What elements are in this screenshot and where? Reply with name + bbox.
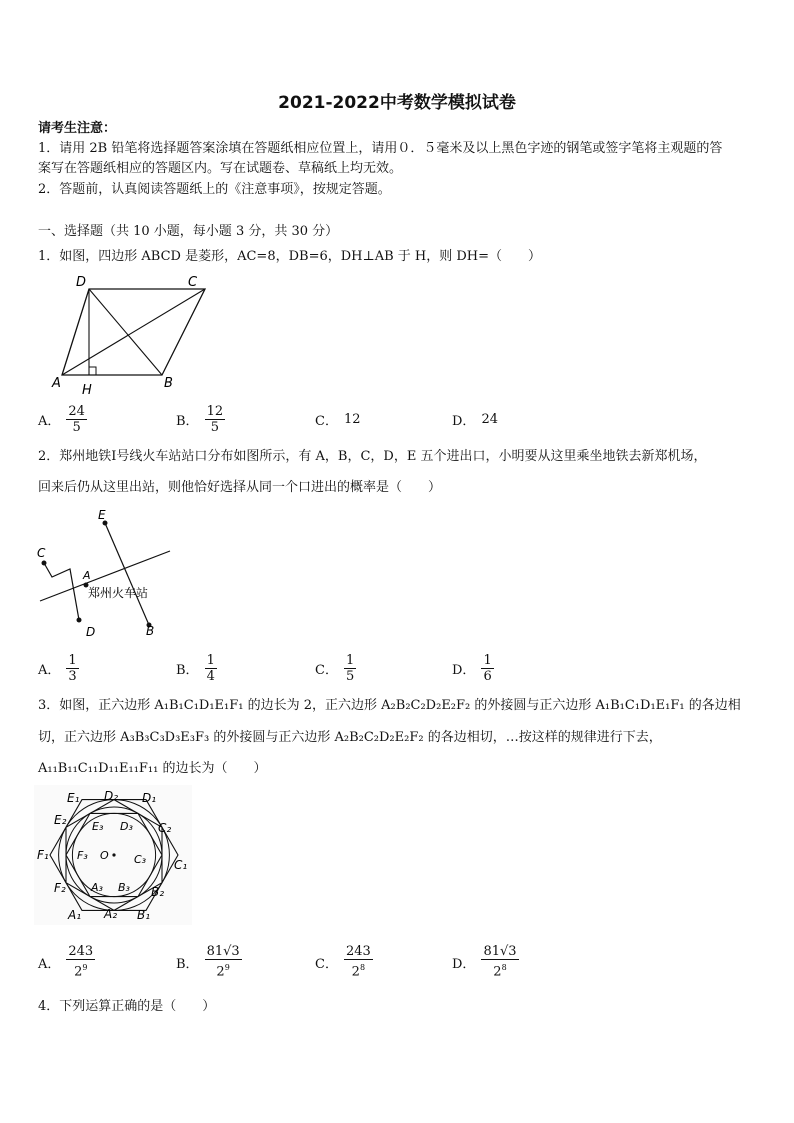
denominator: 3 <box>68 668 77 684</box>
label-f3: F₃ <box>77 849 88 862</box>
q3-option-c[interactable] <box>315 942 373 982</box>
denominator <box>66 960 95 979</box>
notice-line-1: 1．请用 2B 铅笔将选择题答案涂填在答题纸相应位置上，请用０．５毫米及以上黑色字迹的钢笔或签字笔将主观题的答 <box>38 141 723 156</box>
denominator-exponent: 9 <box>82 963 88 973</box>
label-a1: A₁ <box>68 908 82 922</box>
fraction <box>344 653 356 684</box>
q3-stem-line-1: 3．如图，正六边形 A₁B₁C₁D₁E₁F₁ 的边长为 2，正六边形 A₂B₂C₂D₂E₂F₂ 的外接圆与正六边形 A₁B₁C₁D₁E₁F₁ 的各边相 <box>38 698 741 713</box>
denominator: 6 <box>483 668 492 684</box>
point-c <box>42 561 47 566</box>
option-tag: A． <box>38 956 61 972</box>
q1-option-d[interactable] <box>452 399 498 439</box>
q1-option-c[interactable] <box>315 399 361 439</box>
denominator <box>205 960 242 979</box>
numerator: 1 <box>483 652 492 668</box>
fraction <box>66 404 87 435</box>
fraction <box>481 653 493 684</box>
station-label: 郑州火车站 <box>88 586 149 600</box>
notice-heading: 请考生注意： <box>38 121 117 136</box>
label-d: D <box>76 275 87 290</box>
option-value: 12 <box>343 411 361 427</box>
q4-stem: 4．下列运算正确的是（ ） <box>38 999 216 1014</box>
numerator: 1 <box>68 652 77 668</box>
label-c1: C₁ <box>174 858 188 872</box>
notice-line-2: 案写在答题纸相应的答题区内。写在试题卷、草稿纸上均无效。 <box>38 161 403 176</box>
label-a3: A₃ <box>91 881 103 894</box>
denominator: 5 <box>345 668 355 684</box>
fraction <box>205 944 242 979</box>
q1-rhombus-figure <box>40 272 210 398</box>
denominator-exponent: 9 <box>224 963 230 973</box>
q3-option-d[interactable] <box>452 942 519 982</box>
label-a: A <box>83 569 91 582</box>
fraction <box>481 944 518 979</box>
q1-option-b[interactable] <box>176 399 225 439</box>
denominator-base: 2 <box>216 964 225 980</box>
diagonal-bd <box>89 289 162 375</box>
fraction <box>205 404 226 435</box>
label-c2: C₂ <box>158 821 172 835</box>
fraction <box>205 653 217 684</box>
label-f1: F₁ <box>37 848 49 862</box>
fraction <box>344 944 373 979</box>
label-c3: C₃ <box>134 853 147 866</box>
label-h: H <box>82 383 92 398</box>
numerator: 12 <box>206 403 224 419</box>
numerator: 1 <box>345 652 355 668</box>
q1-options <box>38 399 758 439</box>
label-c: C <box>188 275 198 290</box>
point-d <box>77 618 82 623</box>
label-d3: D₃ <box>120 820 133 833</box>
option-tag: C． <box>315 662 338 678</box>
option-tag: A． <box>38 662 61 678</box>
denominator <box>344 960 373 979</box>
q1-stem: 1．如图，四边形 ABCD 是菱形，AC=8，DB=6，DH⊥AB 于 H，则 DH=（ ） <box>38 249 542 264</box>
option-tag: C． <box>315 956 338 972</box>
option-tag: D． <box>452 413 476 429</box>
q3-hexagon-figure <box>34 785 192 925</box>
option-tag: B． <box>176 662 199 678</box>
label-b3: B₃ <box>118 881 130 894</box>
label-e2: E₂ <box>54 813 67 827</box>
option-tag: B． <box>176 413 199 429</box>
q2-options <box>38 648 758 688</box>
q3-stem-line-2: 切，正六边形 A₃B₃C₃D₃E₃F₃ 的外接圆与正六边形 A₂B₂C₂D₂E₂F₂ 的各边相切，…按这样的规律进行下去， <box>38 730 662 745</box>
q2-option-b[interactable] <box>176 648 217 688</box>
q3-option-a[interactable] <box>38 942 95 982</box>
q2-option-d[interactable] <box>452 648 494 688</box>
denominator-exponent: 8 <box>359 963 366 973</box>
option-tag: B． <box>176 956 199 972</box>
label-a2: A₂ <box>104 907 118 921</box>
label-b1: B₁ <box>137 908 151 922</box>
label-a: A <box>52 376 61 391</box>
q3-option-b[interactable] <box>176 942 242 982</box>
label-o: O <box>100 849 109 862</box>
denominator-base: 2 <box>493 964 502 980</box>
numerator: 1 <box>206 652 215 668</box>
label-b: B <box>146 624 155 638</box>
option-tag: C． <box>315 413 338 429</box>
q2-stem-line-1: 2．郑州地铁Ⅰ号线火车站站口分布如图所示，有 A，B，C，D，E 五个进出口，小明要从这里乘坐地铁去新郑机场， <box>38 449 707 464</box>
q1-option-a[interactable] <box>38 399 87 439</box>
denominator-base: 2 <box>74 964 83 980</box>
fraction <box>66 944 95 979</box>
page-title: 2021-2022中考数学模拟试卷 <box>278 93 516 113</box>
q2-option-c[interactable] <box>315 648 356 688</box>
label-b: B <box>164 376 173 391</box>
q3-options <box>38 942 758 982</box>
numerator: 243 <box>68 944 94 960</box>
center-point <box>112 853 115 856</box>
q2-option-a[interactable] <box>38 648 79 688</box>
q2-stem-line-2: 回来后仍从这里出站，则他恰好选择从同一个口进出的概率是（ ） <box>38 480 442 495</box>
denominator <box>481 960 518 979</box>
denominator: 5 <box>72 419 81 435</box>
q2-station-figure <box>34 505 176 640</box>
label-e: E <box>98 508 106 522</box>
denominator-base: 2 <box>351 964 360 980</box>
option-tag: D． <box>452 662 476 678</box>
label-c: C <box>37 546 46 560</box>
numerator: 24 <box>68 403 85 419</box>
right-angle-mark <box>89 367 96 375</box>
label-e1: E₁ <box>67 791 80 805</box>
label-d: D <box>86 625 96 639</box>
label-f2: F₂ <box>54 881 66 895</box>
numerator: 243 <box>345 944 371 960</box>
section-heading: 一、选择题（共 10 小题，每小题 3 分，共 30 分） <box>38 224 339 239</box>
label-e3: E₃ <box>92 820 104 833</box>
path-c-d <box>44 563 79 620</box>
option-tag: D． <box>452 956 476 972</box>
q3-stem-line-3: A₁₁B₁₁C₁₁D₁₁E₁₁F₁₁ 的边长为（ ） <box>38 761 267 776</box>
notice-line-3: 2．答题前，认真阅读答题纸上的《注意事项》，按规定答题。 <box>38 182 391 197</box>
option-tag: A． <box>38 413 61 429</box>
label-b2: B₂ <box>151 885 165 899</box>
fraction <box>66 653 78 684</box>
denominator: 5 <box>210 419 219 435</box>
label-d1: D₁ <box>142 791 157 805</box>
denominator-exponent: 8 <box>501 963 507 973</box>
label-d2: D₂ <box>104 789 119 803</box>
option-value: 24 <box>481 411 498 427</box>
numerator: 81√3 <box>206 944 240 960</box>
denominator: 4 <box>206 668 215 684</box>
numerator: 81√3 <box>483 944 517 960</box>
